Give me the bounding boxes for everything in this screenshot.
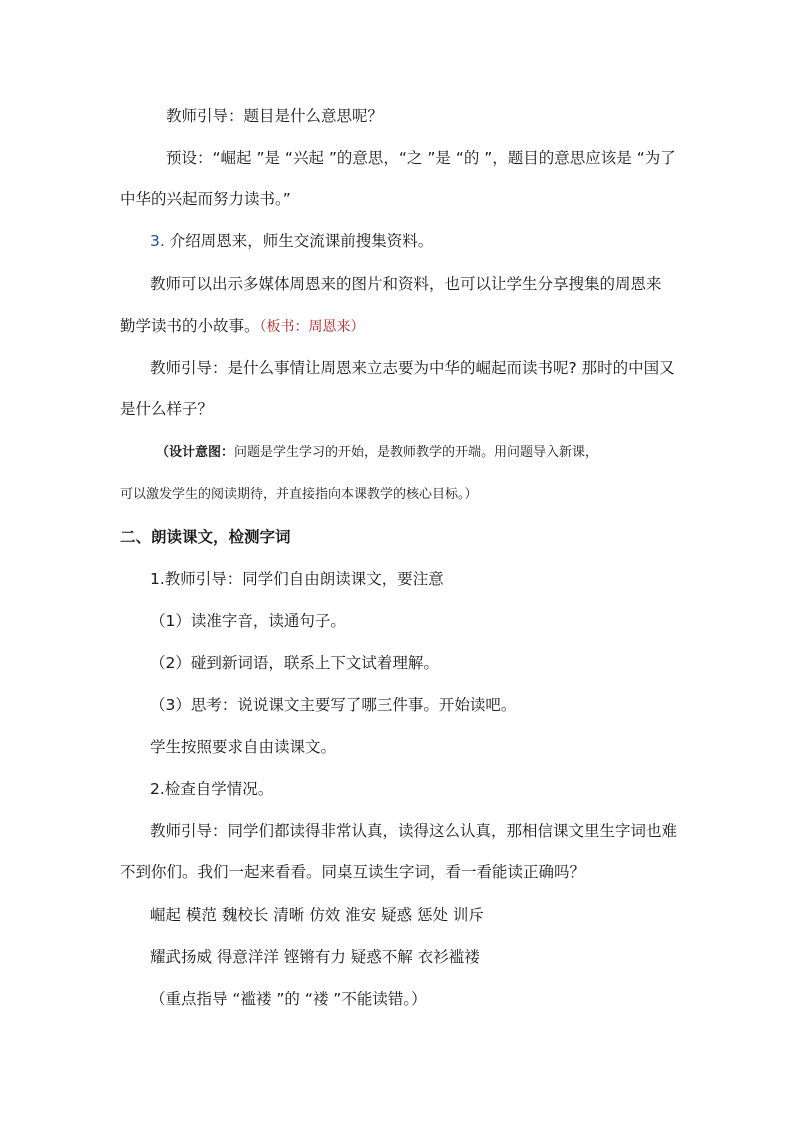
paragraph-step-1: 1.教师引导：同学们自由朗读课文，要注意 bbox=[150, 570, 444, 588]
paragraph-teacher-guide-line1: 教师引导：是什么事情让周恩来立志要为中华的崛起而读书呢? 那时的中国又 bbox=[150, 359, 675, 377]
paragraph-multimedia-line1: 教师可以出示多媒体周恩来的图片和资料，也可以让学生分享搜集的周恩来 bbox=[150, 275, 662, 293]
design-intent-text: 问题是学生学习的开始，是教师教学的开端。用问题导入新课， bbox=[234, 445, 599, 460]
board-note: （板书：周恩来） bbox=[259, 319, 365, 335]
section-heading-2: 二、朗读课文，检测字词 bbox=[120, 528, 291, 546]
paragraph-step-3 bbox=[150, 231, 433, 251]
paragraph-check-line1: 教师引导：同学们都读得非常认真，读得这么认真，那相信课文里生字词也难 bbox=[150, 822, 678, 840]
design-intent-label: （设计意图： bbox=[156, 445, 235, 460]
step-text: 介绍周恩来，师生交流课前搜集资料。 bbox=[164, 232, 434, 250]
paragraph-preset-line2: 中华的兴起而努力读书。” bbox=[120, 190, 291, 208]
paragraph-preset-line1: 预设：“崛起 ”是 “兴起 ”的意思，“之 ”是 “的 ”，题目的意思应该是 “为了 bbox=[166, 149, 676, 167]
design-intent-line2: 可以激发学生的阅读期待，并直接指向本课教学的核心目标。） bbox=[120, 487, 478, 502]
list-item-2: （2）碰到新词语，联系上下文试着理解。 bbox=[150, 654, 439, 672]
paragraph-teacher-question: 教师引导：题目是什么意思呢？ bbox=[166, 107, 384, 125]
paragraph-step-2: 2.检查自学情况。 bbox=[150, 780, 274, 798]
story-text: 勤学读书的小故事。 bbox=[120, 317, 260, 335]
paragraph-teacher-guide-line2: 是什么样子？ bbox=[120, 400, 214, 418]
pronunciation-note: （重点指导 “褴褛 ”的 “褛 ”不能读错。） bbox=[150, 990, 427, 1008]
paragraph-multimedia-line2 bbox=[120, 316, 365, 337]
design-intent-line1 bbox=[156, 443, 598, 463]
paragraph-check-line2: 不到你们。我们一起来看看。同桌互读生字词，看一看能读正确吗？ bbox=[120, 863, 586, 881]
vocabulary-words-line2: 耀武扬威 得意洋洋 铿锵有力 疑惑不解 衣衫褴褛 bbox=[150, 948, 480, 966]
list-item-1: （1）读准字音，读通句子。 bbox=[150, 612, 346, 630]
vocabulary-words-line1: 崛起 模范 魏校长 清晰 仿效 淮安 疑惑 惩处 训斥 bbox=[150, 906, 484, 924]
paragraph-students-read: 学生按照要求自由读课文。 bbox=[150, 738, 337, 756]
list-item-3: （3）思考：说说课文主要写了哪三件事。开始读吧。 bbox=[150, 696, 517, 714]
step-number: 3. bbox=[150, 232, 165, 250]
